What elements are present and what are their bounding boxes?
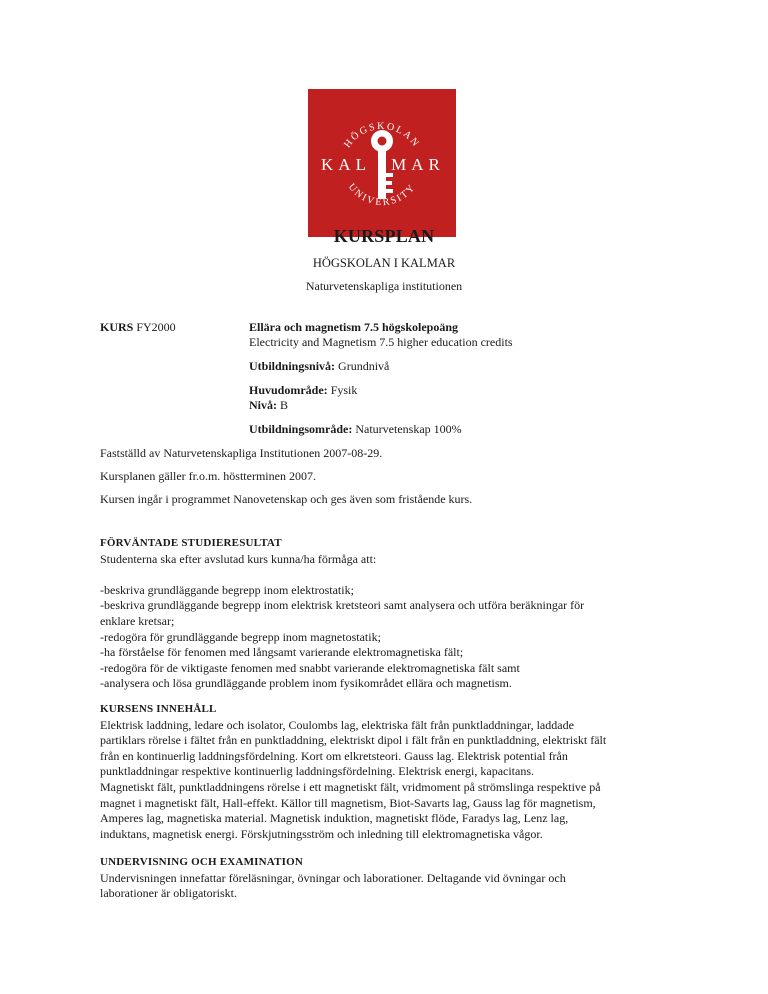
content-line: från en kontinuerlig laddningsfördelning. Kort om elkretsteori. Gauss lag. Elektrisk potential från [100,748,568,763]
level-value: Grundnivå [338,359,390,373]
field-value: Naturvetenskap 100% [355,422,462,436]
list-item: -redogöra för de viktigaste fenomen med snabbt varierande elektromagnetiska fält samt [100,660,520,675]
kurs-label: KURS [100,320,134,334]
logo-arc-top: HÖGSKOLAN [342,120,422,150]
list-item: enklare kretsar; [100,613,175,628]
content-heading: KURSENS INNEHÅLL [100,703,217,715]
list-item: -ha förståelse för fenomen med långsamt varierande elektromagnetiska fält; [100,645,464,660]
area-value: Fysik [330,383,358,397]
outcomes-section [100,536,640,692]
content-line: punktladdningar respektive kontinuerlig laddningsfördelning. Elektrisk energi, kapacitans. [100,764,535,779]
level-label: Utbildningsnivå: [249,359,336,373]
area-label: Huvudområde: [249,383,328,397]
outcomes-intro: Studenterna ska efter avslutad kurs kunna/ha förmåga att: [100,551,377,566]
content-section [100,702,640,842]
established-note: Fastställd av Naturvetenskapliga Institutionen 2007-08-29. [100,446,383,460]
outcomes-heading: FÖRVÄNTADE STUDIERESULTAT [100,537,282,549]
content-line: Amperes lag, magnetiska material. Magnetisk induktion, magnetiskt flöde, Faradys lag, Lenz lag, [100,811,569,826]
content-line: magnet i magnetiskt fält, Hall-effekt. Källor till magnetism, Biot-Savarts lag, Gauss lag för magnetism, [100,795,596,810]
teaching-heading: UNDERVISNING OCH EXAMINATION [100,856,304,868]
teaching-line: laborationer är obligatoriskt. [100,886,237,901]
content-line: Magnetiskt fält, punktladdningens rörelse i ett magnetiskt fält, vridmoment på strömslinga respektive på [100,779,601,794]
course-code [100,320,176,335]
program-note: Kursen ingår i programmet Nanovetenskap och ges även som fristående kurs. [100,492,473,506]
niva-value: B [280,398,289,412]
content-line: induktans, magnetisk energi. Förskjutningsström och inledning till elektromagnetiska vågor. [100,826,543,841]
teaching-line: Undervisningen innefattar föreläsningar, övningar och laborationer. Deltagande vid övningar och [100,870,566,885]
key-emblem-icon [308,89,456,237]
list-item: -analysera och lösa grundläggande problem inom fysikområdet ellära och magnetism. [100,676,512,691]
list-item: -beskriva grundläggande begrepp inom elektrisk kretsteori samt analysera och utföra beräkningar för [100,598,585,613]
logo-name-right: MAR [391,155,445,174]
logo-arc-bottom: UNIVERSITY [345,181,419,209]
page-title: KURSPLAN [333,226,435,246]
logo-name-left: KAL [321,155,371,174]
course-name-en: Electricity and Magnetism 7.5 higher education credits [249,335,513,349]
content-line: Elektrisk laddning, ledare och isolator, Coulombs lag, elektriska fält från punktladdningar, laddade [100,717,574,732]
teaching-section [100,855,640,902]
content-line: partiklars rörelse i fältet från en punktladdning, elektriskt dipol i fält från en punktladdning, elektriskt fält [100,733,607,748]
list-item: -redogöra för grundläggande begrepp inom magnetostatik; [100,629,381,644]
school-name: HÖGSKOLAN I KALMAR [312,256,456,270]
university-logo [308,89,456,237]
institution-name: Naturvetenskapliga institutionen [305,279,463,293]
course-info [249,320,709,446]
kurs-code: FY2000 [136,320,176,334]
field-label: Utbildningsområde: [249,422,353,436]
valid-note: Kursplanen gäller fr.o.m. höstterminen 2007. [100,469,316,483]
list-item: -beskriva grundläggande begrepp inom elektrostatik; [100,582,354,597]
niva-label: Nivå: [249,398,277,412]
course-name-sv: Ellära och magnetism 7.5 högskolepoäng [249,320,459,334]
